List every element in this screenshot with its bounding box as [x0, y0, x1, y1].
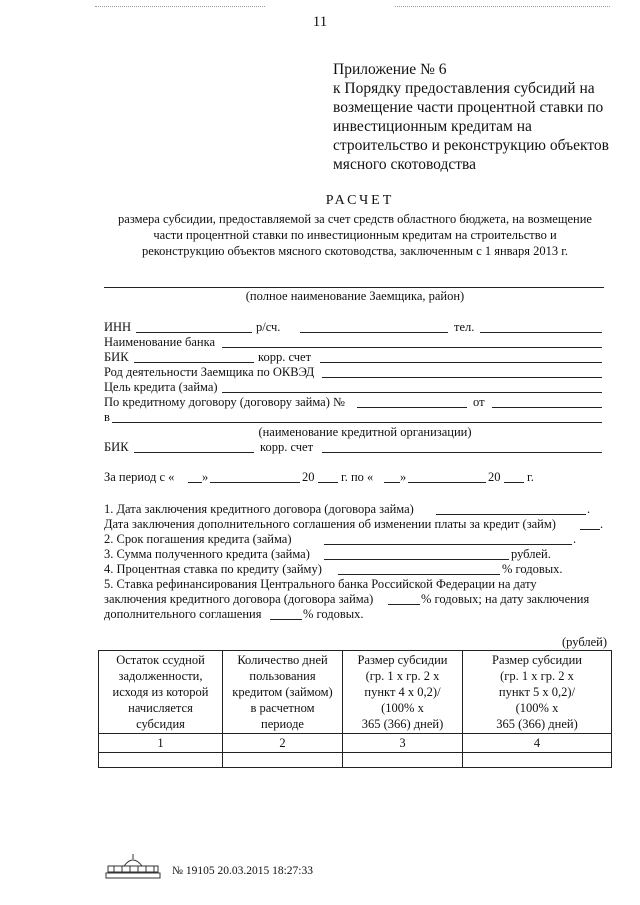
appendix-line: строительство и реконструкцию объектов: [333, 137, 609, 154]
item-5-line-3-end: % годовых.: [303, 607, 364, 621]
agreement-label: По кредитному договору (договору займа) №: [104, 395, 345, 409]
purpose-field[interactable]: [222, 392, 602, 393]
appendix-line: возмещение части процентной ставки по: [333, 99, 604, 116]
item-5-label: 5. Ставка рефинансирования Центрального банка Российской Федерации на дату: [104, 577, 537, 591]
corr-account-field[interactable]: [320, 362, 602, 363]
top-dotted-line-right: [395, 6, 610, 7]
bik-label: БИК: [104, 350, 129, 364]
account-field[interactable]: [300, 332, 448, 333]
period-day-from[interactable]: [188, 482, 202, 483]
header-cell-3: [343, 651, 463, 734]
header-cell-4: [463, 651, 612, 734]
okved-field[interactable]: [322, 377, 602, 378]
borrower-caption: (полное наименование Заемщика, район): [245, 289, 465, 303]
header-line: Количество дней: [237, 653, 328, 667]
item-1b-field[interactable]: [580, 529, 600, 530]
period-year-to[interactable]: [504, 482, 524, 483]
inn-field[interactable]: [136, 332, 252, 333]
table-cell[interactable]: [99, 753, 223, 768]
header-line: (100% х: [381, 701, 424, 715]
document-title: РАСЧЕТ: [325, 193, 395, 208]
phone-label: тел.: [454, 320, 475, 334]
borrower-name-line[interactable]: [104, 287, 604, 288]
item-5-rate-supplement-field[interactable]: [270, 619, 302, 620]
document-registry-footer: № 19105 20.03.2015 18:27:33: [172, 865, 313, 877]
header-line: задолженности,: [118, 669, 203, 683]
header-line: Остаток ссудной: [116, 653, 205, 667]
item-5-line-2-mid: % годовых; на дату заключения: [421, 592, 590, 606]
header-line: исходя из которой: [112, 685, 209, 699]
item-4-end: % годовых.: [502, 562, 563, 576]
units-label: (рублей): [562, 635, 608, 649]
item-5-rate-agreement-field[interactable]: [388, 604, 420, 605]
subtitle-line: части процентной ставки по инвестиционным кредитам на строительство и: [153, 228, 557, 242]
column-number: 2: [223, 734, 343, 753]
item-1-field[interactable]: [436, 514, 586, 515]
purpose-label: Цель кредита (займа): [104, 380, 218, 394]
item-3-label: 3. Сумма полученного кредита (займа): [104, 547, 310, 561]
period-label: За период с «: [104, 470, 175, 484]
agreement-number-field[interactable]: [357, 407, 467, 408]
header-line: субсидия: [136, 717, 185, 731]
page-number: 11: [312, 14, 328, 30]
top-dotted-line-left: [95, 6, 265, 7]
header-line: пользования: [249, 669, 316, 683]
subtitle-line: реконструкцию объектов мясного скотоводства, заключенным с 1 января 2013 г.: [141, 244, 569, 258]
table-cell[interactable]: [463, 753, 612, 768]
calculation-table: [98, 650, 612, 768]
period-year-from[interactable]: [318, 482, 338, 483]
header-line: Размер субсидии: [492, 653, 582, 667]
header-line: периоде: [261, 717, 304, 731]
item-3-end: рублей.: [511, 547, 551, 561]
period-month-from[interactable]: [210, 482, 300, 483]
item-1-label: 1. Дата заключения кредитного договора (договора займа): [104, 502, 414, 516]
header-line: Размер субсидии: [357, 653, 448, 667]
corr-account-label: корр. счет: [258, 350, 312, 364]
period-quote-1: »: [202, 470, 209, 484]
item-5-line-2: заключения кредитного договора (договора займа): [104, 592, 374, 606]
table-cell[interactable]: [343, 753, 463, 768]
phone-field[interactable]: [480, 332, 602, 333]
item-1-end: .: [587, 502, 591, 516]
okved-label: Род деятельности Заемщика по ОКВЭД: [104, 365, 315, 379]
appendix-line: к Порядку предоставления субсидий на: [333, 80, 595, 97]
period-year-prefix-1: 20: [302, 470, 315, 484]
inn-label: ИНН: [104, 320, 132, 334]
item-4-label: 4. Процентная ставка по кредиту (займу): [104, 562, 322, 576]
corr-account2-field[interactable]: [322, 452, 602, 453]
from-label: от: [473, 395, 485, 409]
header-line: пункт 5 х 0,2)/: [498, 685, 576, 699]
registry-stamp-icon: [104, 853, 162, 879]
bik-field[interactable]: [134, 362, 254, 363]
subtitle-line: размера субсидии, предоставляемой за счет средств областного бюджета, на возмещение: [118, 212, 592, 226]
header-line: начисляется: [128, 701, 193, 715]
table-number-row: [99, 734, 612, 753]
header-line: 365 (366) дней): [496, 717, 578, 731]
period-day-to[interactable]: [384, 482, 400, 483]
bik2-field[interactable]: [134, 452, 254, 453]
header-cell-1: [99, 651, 223, 734]
header-cell-2: [223, 651, 343, 734]
item-2-label: 2. Срок погашения кредита (займа): [104, 532, 292, 546]
item-3-field[interactable]: [324, 559, 509, 560]
period-month-to[interactable]: [408, 482, 486, 483]
header-line: в расчетном: [250, 701, 315, 715]
item-4-field[interactable]: [338, 574, 500, 575]
bank-name-label: Наименование банка: [104, 335, 216, 349]
column-number: 3: [343, 734, 463, 753]
item-5-line-3: дополнительного соглашения: [104, 607, 262, 621]
bik2-label: БИК: [104, 440, 129, 454]
item-2-field[interactable]: [324, 544, 572, 545]
in-label: в: [104, 410, 110, 424]
appendix-header: [333, 60, 623, 174]
header-line: 365 (366) дней): [361, 717, 444, 731]
period-to-label: г. по «: [341, 470, 374, 484]
header-line: пункт 4 х 0,2)/: [364, 685, 441, 699]
header-line: (гр. 1 х гр. 2 х: [365, 669, 440, 683]
header-line: (100% х: [515, 701, 559, 715]
item-2-end: .: [573, 532, 577, 546]
item-1b-end: .: [600, 517, 604, 531]
item-1b-label: Дата заключения дополнительного соглашения об изменении платы за кредит (займ): [104, 517, 556, 531]
credit-org-caption: (наименование кредитной организации): [258, 425, 472, 439]
credit-org-field[interactable]: [112, 422, 602, 423]
table-header-row: [99, 651, 612, 734]
document-subtitle: [95, 211, 615, 259]
table-cell[interactable]: [223, 753, 343, 768]
header-line: (гр. 1 х гр. 2 х: [500, 669, 574, 683]
period-year-prefix-2: 20: [488, 470, 501, 484]
period-quote-2: »: [400, 470, 407, 484]
corr-account2-label: корр. счет: [260, 440, 314, 454]
appendix-line: мясного скотоводства: [333, 156, 476, 173]
appendix-line: инвестиционным кредитам на: [333, 118, 532, 135]
bank-name-field[interactable]: [222, 347, 602, 348]
column-number: 1: [99, 734, 223, 753]
table-row: [99, 753, 612, 768]
appendix-line: Приложение № 6: [333, 61, 447, 78]
account-label: р/сч.: [256, 320, 281, 334]
agreement-date-field[interactable]: [492, 407, 602, 408]
period-year-suffix: г.: [527, 470, 534, 484]
header-line: кредитом (займом): [232, 685, 333, 699]
column-number: 4: [463, 734, 612, 753]
